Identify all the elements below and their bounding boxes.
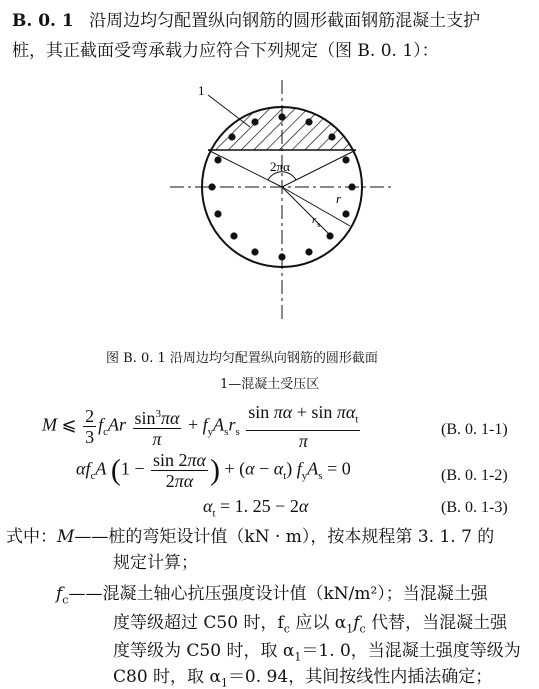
rebar-dot [342, 210, 349, 217]
definition-fc-line4: C80 时，取 $\alpha_1=0$. 94，其间按线性内插法确定； [113, 667, 493, 689]
radius-rs-line [282, 187, 330, 235]
section-number: B. 0. 1 [12, 11, 74, 31]
definitions-prefix: 式中： [6, 527, 57, 547]
section-heading [12, 6, 480, 31]
rebar-dot [342, 156, 349, 163]
rebar-dot [305, 248, 312, 255]
definition-m: 式中：M——桩的弯矩设计值（kN · m），按本规程第 3. 1. 7 的 [6, 527, 495, 547]
rebar-dot [251, 118, 258, 125]
equation-b012: $\alpha f_cA$ (1 − $\frac{\sin 2\pi\alpha}{2\pi\alpha}$ ) + $(\alpha - \alpha_t)$ $f_yA_s = 0$ [76, 450, 351, 491]
equation-b013: $\alpha_t = 1$. 25 − 2α [203, 496, 309, 520]
rebar-dot [278, 253, 285, 260]
radius-rs-subscript: s [317, 220, 321, 229]
figure-caption: 图 B. 0. 1 沿周边均匀配置纵向钢筋的圆形截面 [106, 351, 378, 366]
symbol-fc: f [56, 584, 63, 604]
symbol-m: M [57, 527, 75, 547]
angle-label: 2πα [270, 159, 290, 174]
heading-text-line1: 沿周边均匀配置纵向钢筋的圆形截面钢筋混凝土支护 [89, 11, 481, 31]
equation-number-2: (B. 0. 1-2) [441, 467, 508, 484]
rebar-dot [305, 118, 312, 125]
rebar-dot [228, 133, 235, 140]
angle-ray-right [282, 150, 356, 187]
radius-r-label: r [336, 191, 342, 206]
rebar-dot [214, 210, 221, 217]
leader-line-1 [208, 95, 250, 127]
rebar-dot [326, 232, 333, 239]
rebar-dot [214, 156, 221, 163]
heading-text-line2: 桩，其正截面受弯承载力应符合下列规定（图 B. 0. 1）： [12, 41, 439, 61]
definition-fc: $f_c——$混凝土轴心抗压强度设计值（kN/m²）；当混凝土强 [56, 584, 488, 607]
rebar-dot [328, 133, 335, 140]
figure-caption-note: 1—混凝土受压区 [220, 377, 320, 392]
definition-fc-line1: 混凝土轴心抗压强度设计值（kN/m²）；当混凝土强 [102, 584, 488, 604]
definition-fc-line2: 度等级超过 C50 时，$f_c$ 应以 $\alpha_1f_c$ 代替，当混凝土强 [113, 613, 508, 636]
equation-number-3: (B. 0. 1-3) [441, 499, 508, 516]
definition-m-line2: 规定计算； [113, 553, 198, 573]
equation-number-1: (B. 0. 1-1) [441, 421, 508, 438]
equation-b011: M ⩽ $\frac{2}{3}$ $f_cAr$ $\frac{\sin^3\pi\alpha}{\pi}$ + $f_yA_sr_s$ $\frac{\sin \pi\alpha + \sin \pi\alpha_t}{\pi}$ [42, 402, 359, 451]
rebar-dot [208, 183, 215, 190]
label-1: 1 [198, 83, 205, 98]
circular-section-diagram [150, 75, 395, 330]
rebar-dot [278, 113, 285, 120]
rebar-dot [251, 248, 258, 255]
definition-m-line1: 桩的弯矩设计值（kN · m），按本规程第 3. 1. 7 的 [108, 527, 495, 547]
radius-rs-label: r [312, 214, 317, 226]
rebar-dot [230, 232, 237, 239]
definition-fc-line3: 度等级为 C50 时，取 $\alpha_1=1$. 0，当混凝土强度等级为 [113, 641, 521, 664]
rebar-dot [348, 183, 355, 190]
